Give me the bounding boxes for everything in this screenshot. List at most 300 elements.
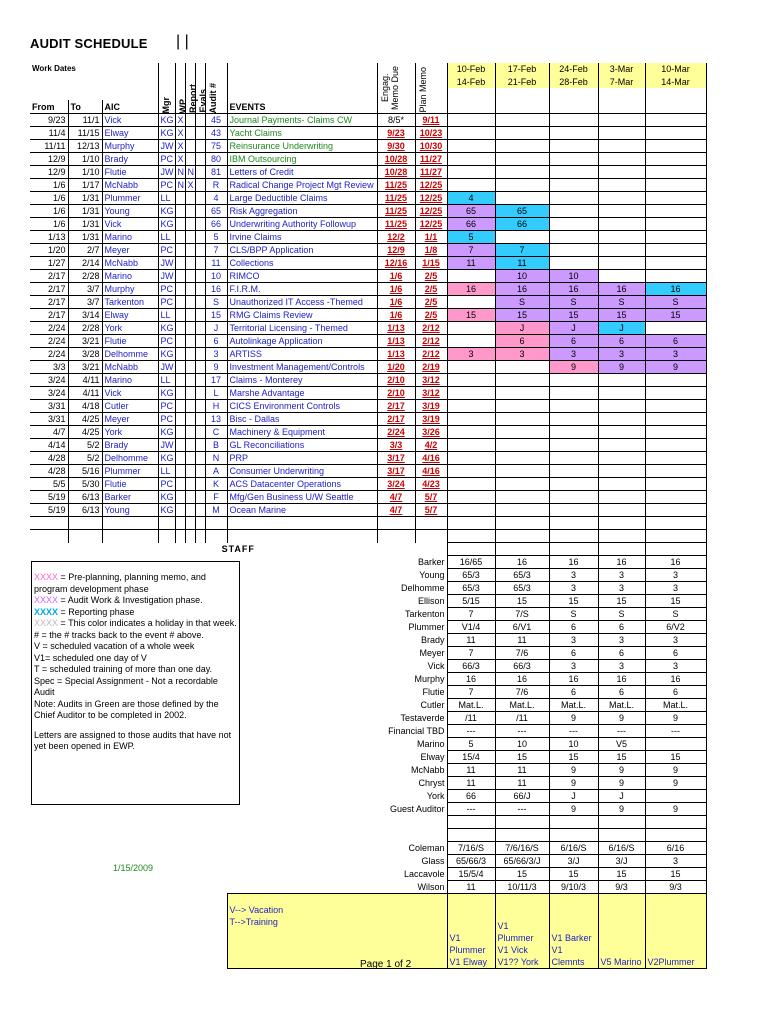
empty-cell bbox=[549, 543, 598, 556]
to-cell: 12/13 bbox=[68, 140, 102, 153]
evals-cell bbox=[195, 322, 205, 335]
audit-number-cell: 17 bbox=[205, 374, 227, 387]
week-cell bbox=[447, 114, 495, 127]
plan-memo-cell: 3/19 bbox=[415, 413, 447, 426]
wp-cell: X bbox=[175, 127, 185, 140]
staff-name: Vick bbox=[427, 661, 445, 671]
week-cell: 6 bbox=[495, 335, 549, 348]
mgr-cell: KG bbox=[158, 387, 175, 400]
week-cell: 7 bbox=[495, 244, 549, 257]
engag-memo-cell: 1/13 bbox=[377, 335, 415, 348]
evals-cell bbox=[195, 491, 205, 504]
empty-cell bbox=[30, 829, 447, 842]
staff-week-cell: Mat.L. bbox=[447, 699, 495, 712]
vacation-spacer bbox=[30, 894, 227, 969]
week-cell bbox=[645, 491, 706, 504]
week-cell bbox=[447, 426, 495, 439]
week-cell bbox=[495, 452, 549, 465]
event-cell: Ocean Marine bbox=[227, 504, 377, 517]
engag-memo-cell: 11/25 bbox=[377, 192, 415, 205]
week-cell bbox=[598, 270, 645, 283]
week-cell bbox=[495, 400, 549, 413]
staff-name: Tarkenton bbox=[404, 609, 445, 619]
engag-memo-cell: 12/2 bbox=[377, 231, 415, 244]
vacation-entry: V1 Elway bbox=[449, 957, 488, 967]
week-cell bbox=[645, 231, 706, 244]
plan-memo-cell: 2/19 bbox=[415, 361, 447, 374]
staff-name: Coleman bbox=[408, 843, 445, 853]
engag-memo-cell: 1/6 bbox=[377, 270, 415, 283]
wp-cell bbox=[175, 335, 185, 348]
staff-week-cell: /11 bbox=[447, 712, 495, 725]
plan-memo-cell: 5/7 bbox=[415, 491, 447, 504]
from-cell: 2/17 bbox=[30, 296, 68, 309]
week-cell: 16 bbox=[598, 283, 645, 296]
week-cell: 11 bbox=[447, 257, 495, 270]
aic-cell: McNabb bbox=[102, 179, 158, 192]
aic-cell: Murphy bbox=[102, 140, 158, 153]
plan-memo-cell: 3/26 bbox=[415, 426, 447, 439]
event-cell: Radical Change Project Mgt Review bbox=[227, 179, 377, 192]
table-row bbox=[30, 244, 706, 257]
staff-name: Cutler bbox=[420, 700, 445, 710]
wp-cell bbox=[175, 439, 185, 452]
staff-name: York bbox=[426, 791, 445, 801]
week-2-start: 17-Feb bbox=[495, 63, 549, 75]
table-row bbox=[30, 322, 706, 335]
mgr-cell: KG bbox=[158, 426, 175, 439]
engag-memo-cell: 3/3 bbox=[377, 439, 415, 452]
staff-week-cell: 6 bbox=[598, 621, 645, 634]
to-cell: 6/13 bbox=[68, 504, 102, 517]
staff-week-cell: S bbox=[645, 608, 706, 621]
mgr-cell: KG bbox=[158, 504, 175, 517]
from-cell: 12/9 bbox=[30, 153, 68, 166]
empty-cell bbox=[227, 530, 377, 543]
evals-cell bbox=[195, 452, 205, 465]
from-cell: 3/24 bbox=[30, 387, 68, 400]
report-cell bbox=[185, 205, 195, 218]
to-cell: 4/18 bbox=[68, 400, 102, 413]
report-header: Report bbox=[187, 84, 198, 113]
event-cell: Underwriting Authority Followup bbox=[227, 218, 377, 231]
staff-week-cell: V1/4 bbox=[447, 621, 495, 634]
week-cell: 9 bbox=[645, 361, 706, 374]
mgr-cell: JW bbox=[158, 166, 175, 179]
table-row bbox=[30, 114, 706, 127]
wp-cell bbox=[175, 192, 185, 205]
staff-name: Delhomme bbox=[400, 583, 445, 593]
evals-cell bbox=[195, 400, 205, 413]
report-cell bbox=[185, 322, 195, 335]
audit-number-cell: 13 bbox=[205, 413, 227, 426]
staff-week-cell: 15 bbox=[598, 595, 645, 608]
week-cell: 6 bbox=[549, 335, 598, 348]
mgr-cell: LL bbox=[158, 192, 175, 205]
staff-week-cell: 15/4 bbox=[447, 751, 495, 764]
mgr-cell: PC bbox=[158, 413, 175, 426]
staff-week-cell bbox=[645, 738, 706, 751]
empty-cell bbox=[645, 816, 706, 829]
to-cell: 1/17 bbox=[68, 179, 102, 192]
week-cell bbox=[598, 192, 645, 205]
legend-holiday-text: = This color indicates a holiday in that week. bbox=[58, 618, 237, 628]
staff-week-cell: 7 bbox=[447, 647, 495, 660]
from-cell: 2/17 bbox=[30, 309, 68, 322]
week-cell bbox=[549, 465, 598, 478]
staff-week-cell: --- bbox=[598, 725, 645, 738]
aic-cell: Vick bbox=[102, 218, 158, 231]
document-date: 1/15/2009 bbox=[113, 863, 154, 873]
empty-cell bbox=[185, 530, 195, 543]
empty-cell bbox=[415, 517, 447, 530]
legend-vacation-note: V = scheduled vacation of a whole week bbox=[34, 641, 195, 651]
to-cell: 6/13 bbox=[68, 491, 102, 504]
audit-number-cell: F bbox=[205, 491, 227, 504]
vacation-week-cell bbox=[495, 894, 549, 969]
week-cell bbox=[495, 179, 549, 192]
report-cell bbox=[185, 387, 195, 400]
aic-cell: Young bbox=[102, 205, 158, 218]
empty-cell bbox=[598, 530, 645, 543]
staff-week-cell: 10 bbox=[549, 738, 598, 751]
staff-name: Guest Auditor bbox=[389, 804, 445, 814]
empty-cell bbox=[195, 530, 205, 543]
week-cell bbox=[549, 192, 598, 205]
week-cell bbox=[495, 192, 549, 205]
staff-week-cell: 9/3 bbox=[598, 881, 645, 894]
staff-week-cell: --- bbox=[645, 725, 706, 738]
empty-cell bbox=[549, 517, 598, 530]
week-cell bbox=[447, 478, 495, 491]
staff-week-cell: 15 bbox=[495, 595, 549, 608]
week-cell: 6 bbox=[645, 335, 706, 348]
event-cell: Collections bbox=[227, 257, 377, 270]
to-cell: 2/28 bbox=[68, 270, 102, 283]
week-cell bbox=[447, 374, 495, 387]
staff-week-cell: 16 bbox=[598, 673, 645, 686]
staff-week-cell: 3 bbox=[645, 582, 706, 595]
week-cell bbox=[549, 387, 598, 400]
report-cell bbox=[185, 114, 195, 127]
week-cell: 10 bbox=[495, 270, 549, 283]
week-cell bbox=[645, 387, 706, 400]
event-cell: Yacht Claims bbox=[227, 127, 377, 140]
to-cell: 11/15 bbox=[68, 127, 102, 140]
wp-cell bbox=[175, 478, 185, 491]
staff-week-cell: 16 bbox=[645, 673, 706, 686]
engag-memo-cell: 3/17 bbox=[377, 452, 415, 465]
audit-number-cell: M bbox=[205, 504, 227, 517]
plan-memo-cell: 4/16 bbox=[415, 465, 447, 478]
aic-cell: Plummer bbox=[102, 192, 158, 205]
week-cell bbox=[598, 127, 645, 140]
staff-week-cell: --- bbox=[447, 725, 495, 738]
audit-number-cell: 45 bbox=[205, 114, 227, 127]
wp-cell: X bbox=[175, 114, 185, 127]
legend-v1-note: V1= scheduled one day of V bbox=[34, 652, 147, 663]
from-header: From bbox=[30, 100, 68, 113]
mgr-cell: KG bbox=[158, 218, 175, 231]
wp-cell bbox=[175, 309, 185, 322]
week-cell bbox=[645, 465, 706, 478]
week-cell bbox=[447, 179, 495, 192]
staff-name: Plummer bbox=[408, 622, 445, 632]
week-cell bbox=[495, 491, 549, 504]
staff-week-cell: 15/5/4 bbox=[447, 868, 495, 881]
plan-memo-cell: 1/15 bbox=[415, 257, 447, 270]
evals-cell bbox=[195, 504, 205, 517]
audit-number-cell: 10 bbox=[205, 270, 227, 283]
week-cell bbox=[495, 478, 549, 491]
week-cell bbox=[495, 153, 549, 166]
aic-cell: Young bbox=[102, 504, 158, 517]
empty-cell bbox=[645, 530, 706, 543]
report-cell bbox=[185, 309, 195, 322]
staff-week-cell: /11 bbox=[495, 712, 549, 725]
week-cell bbox=[549, 413, 598, 426]
audit-number-cell: 5 bbox=[205, 231, 227, 244]
to-cell: 2/7 bbox=[68, 244, 102, 257]
table-row bbox=[30, 387, 706, 400]
from-cell: 1/27 bbox=[30, 257, 68, 270]
table-row bbox=[30, 218, 706, 231]
staff-name: Ellison bbox=[417, 596, 445, 606]
staff-week-cell: 9 bbox=[549, 764, 598, 777]
staff-name: McNabb bbox=[410, 765, 445, 775]
aic-cell: Cutler bbox=[102, 400, 158, 413]
to-cell: 1/10 bbox=[68, 166, 102, 179]
staff-name: Laccavole bbox=[403, 869, 445, 879]
plan-memo-header: Plan Memo bbox=[417, 67, 428, 113]
evals-cell bbox=[195, 309, 205, 322]
staff-week-cell: 16/65 bbox=[447, 556, 495, 569]
staff-week-cell: 9 bbox=[598, 803, 645, 816]
staff-week-cell: V5 bbox=[598, 738, 645, 751]
week-cell: S bbox=[495, 296, 549, 309]
staff-week-cell: 16 bbox=[495, 673, 549, 686]
table-row bbox=[30, 465, 706, 478]
vacation-entry: V1 Plummer bbox=[449, 933, 486, 955]
week-cell: 3 bbox=[598, 348, 645, 361]
event-cell: Risk Aggregation bbox=[227, 205, 377, 218]
week-cell bbox=[447, 361, 495, 374]
report-cell bbox=[185, 491, 195, 504]
report-cell bbox=[185, 361, 195, 374]
week-cell: 3 bbox=[447, 348, 495, 361]
wp-cell bbox=[175, 504, 185, 517]
week-cell: 6 bbox=[598, 335, 645, 348]
wp-cell bbox=[175, 491, 185, 504]
aic-cell: Murphy bbox=[102, 283, 158, 296]
table-row bbox=[30, 335, 706, 348]
week-cell bbox=[495, 413, 549, 426]
report-cell: N bbox=[185, 166, 195, 179]
vacation-entry: V1 Clemnts bbox=[551, 945, 585, 967]
week-cell bbox=[645, 166, 706, 179]
aic-cell: Marino bbox=[102, 231, 158, 244]
empty-cell bbox=[645, 543, 706, 556]
week-cell: S bbox=[598, 296, 645, 309]
staff-week-cell: 66 bbox=[447, 790, 495, 803]
from-cell: 2/17 bbox=[30, 270, 68, 283]
plan-memo-cell: 1/1 bbox=[415, 231, 447, 244]
staff-week-cell: 7 bbox=[447, 608, 495, 621]
week-cell bbox=[598, 140, 645, 153]
engag-memo-cell: 12/16 bbox=[377, 257, 415, 270]
week-cell bbox=[447, 413, 495, 426]
mgr-header: Mgr bbox=[160, 96, 171, 113]
plan-memo-cell: 12/25 bbox=[415, 192, 447, 205]
audit-number-cell: S bbox=[205, 296, 227, 309]
wp-cell bbox=[175, 257, 185, 270]
table-row bbox=[30, 478, 706, 491]
staff-week-cell: 6 bbox=[598, 686, 645, 699]
week-cell: 9 bbox=[549, 361, 598, 374]
mgr-cell: JW bbox=[158, 270, 175, 283]
week-cell bbox=[549, 491, 598, 504]
aic-cell: Flutie bbox=[102, 478, 158, 491]
wp-cell: N bbox=[175, 179, 185, 192]
spacer-row bbox=[30, 530, 706, 543]
week-cell bbox=[495, 140, 549, 153]
plan-memo-cell: 4/23 bbox=[415, 478, 447, 491]
wp-cell: X bbox=[175, 153, 185, 166]
aic-cell: Meyer bbox=[102, 413, 158, 426]
week-cell bbox=[645, 179, 706, 192]
report-cell bbox=[185, 478, 195, 491]
audit-schedule-table bbox=[30, 63, 707, 969]
week-cell bbox=[549, 439, 598, 452]
report-cell: X bbox=[185, 179, 195, 192]
plan-memo-cell: 12/25 bbox=[415, 205, 447, 218]
report-cell bbox=[185, 244, 195, 257]
empty-cell bbox=[68, 530, 102, 543]
staff-week-cell: 6/V2 bbox=[645, 621, 706, 634]
empty-cell bbox=[102, 517, 158, 530]
to-cell: 1/31 bbox=[68, 231, 102, 244]
engag-memo-cell: 1/6 bbox=[377, 296, 415, 309]
audit-number-cell: C bbox=[205, 426, 227, 439]
week-cell bbox=[447, 400, 495, 413]
week-cell bbox=[645, 478, 706, 491]
evals-cell bbox=[195, 426, 205, 439]
week-cell bbox=[549, 218, 598, 231]
empty-cell bbox=[598, 517, 645, 530]
vacation-legend-cell bbox=[227, 894, 447, 969]
staff-week-cell: 3 bbox=[549, 582, 598, 595]
staff-spacer bbox=[30, 842, 377, 855]
vacation-week-cell bbox=[549, 894, 598, 969]
engag-memo-cell: 11/25 bbox=[377, 218, 415, 231]
week-cell bbox=[645, 257, 706, 270]
mgr-cell: JW bbox=[158, 140, 175, 153]
staff-week-cell: --- bbox=[447, 803, 495, 816]
empty-cell bbox=[68, 517, 102, 530]
week-cell: 15 bbox=[645, 309, 706, 322]
report-cell bbox=[185, 348, 195, 361]
table-row bbox=[30, 270, 706, 283]
from-cell: 5/19 bbox=[30, 491, 68, 504]
wp-cell bbox=[175, 283, 185, 296]
aic-cell: Brady bbox=[102, 153, 158, 166]
staff-week-cell: 9 bbox=[645, 712, 706, 725]
evals-cell bbox=[195, 335, 205, 348]
from-cell: 12/9 bbox=[30, 166, 68, 179]
from-cell: 2/24 bbox=[30, 322, 68, 335]
staff-week-cell: 66/3 bbox=[495, 660, 549, 673]
event-cell: ARTISS bbox=[227, 348, 377, 361]
to-cell: 3/7 bbox=[68, 296, 102, 309]
mgr-cell: LL bbox=[158, 465, 175, 478]
aic-cell: McNabb bbox=[102, 257, 158, 270]
from-cell: 3/3 bbox=[30, 361, 68, 374]
staff-week-cell: Mat.L. bbox=[495, 699, 549, 712]
evals-header: Evals bbox=[197, 89, 208, 113]
staff-spacer bbox=[30, 881, 377, 894]
event-cell: Unauthorized IT Access -Themed bbox=[227, 296, 377, 309]
staff-week-cell: 3 bbox=[598, 582, 645, 595]
to-cell: 1/31 bbox=[68, 192, 102, 205]
staff-week-cell: 9 bbox=[598, 712, 645, 725]
to-cell: 11/1 bbox=[68, 114, 102, 127]
mgr-cell: PC bbox=[158, 283, 175, 296]
evals-cell bbox=[195, 374, 205, 387]
mgr-cell: KG bbox=[158, 205, 175, 218]
wp-cell bbox=[175, 465, 185, 478]
empty-cell bbox=[495, 816, 549, 829]
week-cell bbox=[598, 400, 645, 413]
audit-number-cell: 15 bbox=[205, 309, 227, 322]
audit-number-cell: L bbox=[205, 387, 227, 400]
event-cell: Large Deductible Claims bbox=[227, 192, 377, 205]
mgr-cell: JW bbox=[158, 257, 175, 270]
from-cell: 4/7 bbox=[30, 426, 68, 439]
week-cell bbox=[447, 504, 495, 517]
staff-week-cell: 66/3 bbox=[447, 660, 495, 673]
engag-memo-cell: 2/10 bbox=[377, 374, 415, 387]
event-cell: Claims - Monterey bbox=[227, 374, 377, 387]
spacer-row bbox=[30, 829, 706, 842]
table-row bbox=[30, 348, 706, 361]
from-cell: 9/23 bbox=[30, 114, 68, 127]
evals-cell bbox=[195, 361, 205, 374]
event-cell: IBM Outsourcing bbox=[227, 153, 377, 166]
aic-cell: Delhomme bbox=[102, 452, 158, 465]
week-cell: 11 bbox=[495, 257, 549, 270]
staff-week-cell: 7/16/S bbox=[447, 842, 495, 855]
staff-week-cell: 6/16/S bbox=[598, 842, 645, 855]
staff-week-cell: 16 bbox=[447, 673, 495, 686]
engag-memo-cell: 3/24 bbox=[377, 478, 415, 491]
week-cell bbox=[645, 400, 706, 413]
mgr-cell: KG bbox=[158, 127, 175, 140]
staff-week-cell: 9/10/3 bbox=[549, 881, 598, 894]
evals-cell bbox=[195, 205, 205, 218]
week-cell bbox=[495, 166, 549, 179]
week-3-end: 28-Feb bbox=[549, 75, 598, 87]
audit-number-cell: N bbox=[205, 452, 227, 465]
staff-week-cell: 7/S bbox=[495, 608, 549, 621]
to-cell: 4/25 bbox=[68, 413, 102, 426]
engag-memo-cell: 1/20 bbox=[377, 361, 415, 374]
event-cell: Journal Payments- Claims CW bbox=[227, 114, 377, 127]
week-cell: 3 bbox=[549, 348, 598, 361]
staff-spacer bbox=[30, 855, 377, 868]
vacation-entry: V1 Vick bbox=[497, 945, 528, 955]
work-dates-label: Work Dates bbox=[32, 64, 76, 74]
aic-cell: Tarkenton bbox=[102, 296, 158, 309]
